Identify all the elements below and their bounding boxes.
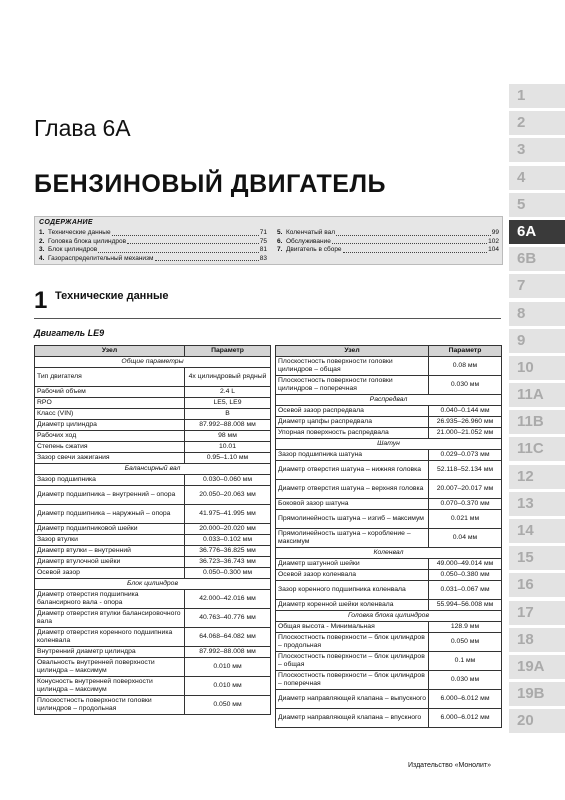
parameter-name: Зазор подшипника [35, 475, 185, 486]
parameter-value: 6.000–6.012 мм [429, 709, 502, 728]
parameter-name: Овальность внутренней поверхности цилиндра – максимум [35, 658, 185, 677]
parameter-name: Диаметр отверстия шатуна – нижняя головка [276, 461, 429, 480]
parameter-name: Зазор свечи зажигания [35, 453, 185, 464]
parameter-name: Диаметр подшипника – наружный – опора [35, 505, 185, 524]
parameter-name: Тип двигателя [35, 368, 185, 387]
table-group-row [35, 357, 271, 368]
parameter-value: 0.070–0.370 мм [429, 499, 502, 510]
parameter-name: Класс (VIN) [35, 409, 185, 420]
table-row [276, 480, 502, 499]
publisher: Издательство «Монолит» [408, 762, 492, 769]
parameter-value: 0.010 мм [185, 677, 271, 696]
table-row [35, 546, 271, 557]
parameter-name: Осевой зазор распредвала [276, 406, 429, 417]
chapter-tab[interactable]: 20 [509, 709, 565, 733]
chapter-tab[interactable]: 9 [509, 329, 565, 353]
parameter-name: Рабочий объем [35, 387, 185, 398]
parameter-name: Диаметр отверстия шатуна – верхняя головка [276, 480, 429, 499]
contents-item-page: 75 [259, 237, 267, 245]
group-label: Блок цилиндров [35, 579, 271, 590]
parameter-name: Диаметр цапфы распредвала [276, 417, 429, 428]
group-label: Шатун [276, 439, 502, 450]
table-row [276, 357, 502, 376]
parameter-value: B [185, 409, 271, 420]
parameter-value: 55.994–56.008 мм [429, 600, 502, 611]
chapter-tab[interactable]: 16 [509, 573, 565, 597]
table-row [35, 628, 271, 647]
table-row [276, 529, 502, 548]
contents-leader [127, 238, 259, 245]
parameter-name: Плоскостность поверхности головки цилиндров – общая [276, 357, 429, 376]
table-row [35, 535, 271, 546]
parameter-value: 0.04 мм [429, 529, 502, 548]
parameter-value: 0.95–1.10 мм [185, 453, 271, 464]
contents-item[interactable] [39, 255, 267, 264]
chapter-tab[interactable]: 19А [509, 655, 565, 679]
parameter-name: Общая высота - Минимальная [276, 622, 429, 633]
contents-item-number: 2. [39, 237, 45, 245]
table-row [276, 428, 502, 439]
parameter-value: 0.050–0.380 мм [429, 570, 502, 581]
table-row [35, 387, 271, 398]
contents-item[interactable] [277, 229, 499, 238]
section-divider [34, 318, 501, 319]
contents-item[interactable] [277, 246, 499, 255]
column-header: Параметр [429, 346, 502, 357]
chapter-tab[interactable]: 14 [509, 519, 565, 543]
engine-label: Двигатель LE9 [34, 328, 105, 338]
chapter-tab[interactable]: 6В [509, 247, 565, 271]
parameter-value: 0.050 мм [429, 633, 502, 652]
table-row [35, 609, 271, 628]
table-row [276, 600, 502, 611]
table-group-row [276, 611, 502, 622]
contents-item[interactable] [39, 246, 267, 255]
contents-item-text: Коленчатый вал [286, 229, 335, 236]
table-row [276, 570, 502, 581]
contents-item-number: 6. [277, 237, 283, 245]
contents-item-number: 3. [39, 246, 45, 253]
parameter-value: 0.031–0.067 мм [429, 581, 502, 600]
column-header: Узел [276, 346, 429, 357]
parameter-name: Диаметр направляющей клапана – впускного [276, 709, 429, 728]
contents-leader [155, 255, 259, 262]
parameter-value: 6.000–6.012 мм [429, 690, 502, 709]
table-row [35, 590, 271, 609]
chapter-tab[interactable]: 6А [509, 220, 565, 244]
table-group-row [35, 464, 271, 475]
contents-item-number: 1. [39, 229, 45, 236]
parameter-value: 87.992–88.008 мм [185, 420, 271, 431]
parameter-name: Диаметр отверстия коренного подшипника коленвала [35, 628, 185, 647]
page-title: БЕНЗИНОВЫЙ ДВИГАТЕЛЬ [34, 170, 386, 198]
table-group-row [276, 395, 502, 406]
chapter-tab[interactable]: 11В [509, 410, 565, 434]
chapter-tab[interactable]: 11С [509, 437, 565, 461]
parameter-name: Плоскостность поверхности – блок цилиндров – продольная [276, 633, 429, 652]
contents-right-column [277, 229, 499, 255]
table-row [276, 633, 502, 652]
parameter-value: 0.08 мм [429, 357, 502, 376]
table-row [276, 499, 502, 510]
table-row [276, 406, 502, 417]
table-row [35, 368, 271, 387]
spec-table-left [34, 345, 271, 715]
parameter-name: Диаметр направляющей клапана – выпускного [276, 690, 429, 709]
contents-item-page: 81 [259, 246, 267, 253]
contents-item-page: 104 [488, 246, 499, 253]
parameter-name: Диаметр шатунной шейки [276, 559, 429, 570]
parameter-name: Диаметр подшипниковой шейки [35, 524, 185, 535]
chapter-tabs [509, 84, 565, 737]
group-label: Общие параметры [35, 357, 271, 368]
table-row [276, 450, 502, 461]
group-label: Распредвал [276, 395, 502, 406]
contents-leader [343, 246, 488, 253]
parameter-name: Степень сжатия [35, 442, 185, 453]
table-row [35, 568, 271, 579]
parameter-value: 10.01 [185, 442, 271, 453]
parameter-value: 21.000–21.052 мм [429, 428, 502, 439]
parameter-name: Прямолинейность шатуна – коробление – максимум [276, 529, 429, 548]
parameter-name: Диаметр цилиндра [35, 420, 185, 431]
table-group-row [276, 548, 502, 559]
parameter-value: 36.776–36.825 мм [185, 546, 271, 557]
contents-item-text: Двигатель в сборе [286, 246, 342, 253]
contents-item-page: 83 [259, 254, 267, 262]
parameter-name: Зазор втулки [35, 535, 185, 546]
parameter-name: Диаметр подшипника – внутренний – опора [35, 486, 185, 505]
chapter-tab[interactable]: 15 [509, 546, 565, 570]
table-row [276, 376, 502, 395]
parameter-name: RPO [35, 398, 185, 409]
contents-heading: СОДЕРЖАНИЕ [39, 219, 93, 226]
parameter-value: 26.935–26.960 мм [429, 417, 502, 428]
contents-item-page: 102 [488, 237, 499, 245]
table-header [276, 346, 502, 357]
chapter-tab[interactable]: 3 [509, 138, 565, 162]
parameter-value: 41.975–41.995 мм [185, 505, 271, 524]
contents-item-text: Технические данные [48, 229, 111, 236]
contents-item-text: Блок цилиндров [48, 246, 98, 253]
contents-item-page: 71 [259, 229, 267, 236]
parameter-name: Зазор коренного подшипника коленвала [276, 581, 429, 600]
parameter-name: Осевой зазор [35, 568, 185, 579]
parameter-name: Плоскостность поверхности головки цилиндров – продольная [35, 696, 185, 715]
chapter-tab[interactable]: 1 [509, 84, 565, 108]
chapter-tab[interactable]: 8 [509, 302, 565, 326]
table-row [276, 417, 502, 428]
contents-item-number: 4. [39, 254, 45, 262]
parameter-name: Плоскостность поверхности головки цилиндров – поперечная [276, 376, 429, 395]
chapter-tab[interactable]: 4 [509, 166, 565, 190]
table-row [276, 652, 502, 671]
parameter-value: LE5, LE9 [185, 398, 271, 409]
table-row [35, 475, 271, 486]
contents-leader [98, 246, 259, 253]
parameter-value: 20.007–20.017 мм [429, 480, 502, 499]
parameter-value: 42.000–42.016 мм [185, 590, 271, 609]
parameter-value: 128.9 мм [429, 622, 502, 633]
contents-item[interactable] [277, 238, 499, 247]
parameter-value: 36.723–36.743 мм [185, 557, 271, 568]
contents-item-number: 5. [277, 229, 283, 236]
parameter-name: Диаметр коренной шейки коленвала [276, 600, 429, 611]
table-row [35, 677, 271, 696]
parameter-value: 20.050–20.063 мм [185, 486, 271, 505]
parameter-value: 0.033–0.102 мм [185, 535, 271, 546]
contents-item-text: Обслуживание [286, 237, 331, 245]
section-number: 1 [34, 287, 48, 314]
table-row [276, 510, 502, 529]
table-row [276, 690, 502, 709]
table-row [35, 696, 271, 715]
parameter-value: 2.4 L [185, 387, 271, 398]
parameter-name: Рабочих ход [35, 431, 185, 442]
table-row [276, 461, 502, 480]
contents-item-text: Газораспределительный механизм [48, 254, 154, 262]
table-group-row [35, 579, 271, 590]
group-label: Балансирный вал [35, 464, 271, 475]
chapter-tab[interactable]: 17 [509, 601, 565, 625]
table-row [276, 709, 502, 728]
parameter-value: 0.030–0.060 мм [185, 475, 271, 486]
parameter-value: 0.029–0.073 мм [429, 450, 502, 461]
column-header: Параметр [185, 346, 271, 357]
parameter-name: Диаметр втулочной шейки [35, 557, 185, 568]
parameter-value: 20.000–20.020 мм [185, 524, 271, 535]
contents-item-number: 7. [277, 246, 283, 253]
table-row [35, 398, 271, 409]
contents-item[interactable] [39, 238, 267, 247]
parameter-name: Плоскостность поверхности – блок цилиндров – общая [276, 652, 429, 671]
contents-item-page: 99 [491, 229, 499, 236]
table-row [35, 431, 271, 442]
parameter-value: 87.992–88.008 мм [185, 647, 271, 658]
parameter-value: 0.050–0.300 мм [185, 568, 271, 579]
parameter-value: 0.1 мм [429, 652, 502, 671]
chapter-tab[interactable]: 11А [509, 383, 565, 407]
table-row [35, 486, 271, 505]
parameter-name: Боковой зазор шатуна [276, 499, 429, 510]
parameter-value: 98 мм [185, 431, 271, 442]
contents-leader [336, 229, 491, 236]
contents-box [34, 216, 503, 265]
parameter-value: 0.021 мм [429, 510, 502, 529]
table-row [35, 453, 271, 464]
chapter-tab[interactable]: 10 [509, 356, 565, 380]
table-row [35, 409, 271, 420]
contents-item[interactable] [39, 229, 267, 238]
chapter-tab[interactable]: 13 [509, 492, 565, 516]
table-row [276, 581, 502, 600]
section-title: Технические данные [55, 290, 169, 302]
group-label: Коленвал [276, 548, 502, 559]
parameter-name: Прямолинейность шатуна – изгиб – максимум [276, 510, 429, 529]
table-row [35, 658, 271, 677]
chapter-tab[interactable]: 18 [509, 628, 565, 652]
parameter-value: 0.030 мм [429, 671, 502, 690]
contents-item-text: Головка блока цилиндров [48, 237, 127, 245]
column-header: Узел [35, 346, 185, 357]
parameter-name: Плоскостность поверхности – блок цилиндров – поперечная [276, 671, 429, 690]
parameter-value: 49.000–49.014 мм [429, 559, 502, 570]
parameter-value: 0.050 мм [185, 696, 271, 715]
table-row [276, 622, 502, 633]
parameter-name: Диаметр отверстия втулки балансировочного вала [35, 609, 185, 628]
table-row [35, 647, 271, 658]
parameter-name: Зазор подшипника шатуна [276, 450, 429, 461]
parameter-name: Диаметр втулки – внутренний [35, 546, 185, 557]
contents-leader [112, 229, 259, 236]
table-row [35, 557, 271, 568]
table-row [35, 505, 271, 524]
parameter-name: Внутренний диаметр цилиндра [35, 647, 185, 658]
spec-table-right [275, 345, 502, 728]
chapter-tab[interactable]: 7 [509, 274, 565, 298]
parameter-name: Диаметр отверстия подшипника балансирного вала - опора [35, 590, 185, 609]
group-label: Головка блока цилиндров [276, 611, 502, 622]
table-row [276, 671, 502, 690]
chapter-tab[interactable]: 19В [509, 682, 565, 706]
table-group-row [276, 439, 502, 450]
parameter-value: 4х цилиндровый рядный [185, 368, 271, 387]
contents-left-column [39, 229, 267, 263]
table-header [35, 346, 271, 357]
table-row [35, 524, 271, 535]
chapter-tab[interactable]: 5 [509, 193, 565, 217]
chapter-tab[interactable]: 12 [509, 465, 565, 489]
parameter-value: 64.068–64.082 мм [185, 628, 271, 647]
parameter-value: 0.040–0.144 мм [429, 406, 502, 417]
parameter-name: Осевой зазор коленвала [276, 570, 429, 581]
chapter-tab[interactable]: 2 [509, 111, 565, 135]
contents-leader [332, 238, 487, 245]
table-row [276, 559, 502, 570]
table-row [35, 420, 271, 431]
parameter-value: 0.010 мм [185, 658, 271, 677]
table-row [35, 442, 271, 453]
parameter-value: 0.030 мм [429, 376, 502, 395]
parameter-name: Упорная поверхность распредвала [276, 428, 429, 439]
parameter-name: Конусность внутренней поверхности цилиндра – максимум [35, 677, 185, 696]
parameter-value: 40.763–40.776 мм [185, 609, 271, 628]
chapter-title: Глава 6А [34, 115, 131, 141]
parameter-value: 52.118–52.134 мм [429, 461, 502, 480]
